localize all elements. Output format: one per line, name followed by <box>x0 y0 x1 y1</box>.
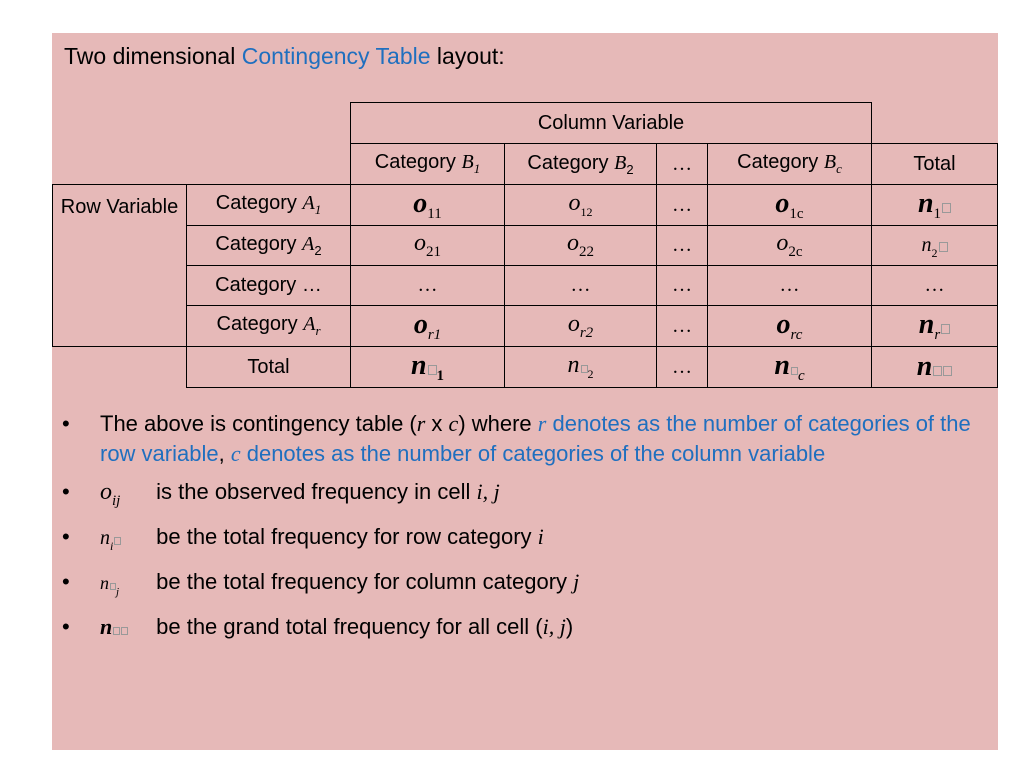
table-row <box>53 103 998 144</box>
header-dots: … <box>657 144 708 185</box>
bullet-dot-icon: • <box>62 614 70 640</box>
bullet-item: • The above is contingency table (r x c) where r denotes as the number of categories of the row variable, c denotes as the number of categories of the column variable <box>62 411 971 466</box>
column-variable-header: Column Variable <box>351 103 872 144</box>
bullet-dot-icon: • <box>62 411 70 436</box>
contingency-table <box>52 102 998 388</box>
row-variable-label: Row Variable <box>53 185 187 347</box>
table-row: Category … … … … … … <box>53 266 998 306</box>
row-label: Category … <box>187 266 351 306</box>
header-category-bc: Category $B_c$ <box>708 144 872 185</box>
bullet-item: • $n_i$ be the total frequency for row category i <box>62 523 544 553</box>
row-label: Category $A_1$ <box>187 185 351 226</box>
table-row <box>53 144 998 185</box>
bullet-item: • n be the grand total frequency for all cell (i, j) <box>52 612 998 642</box>
bullet-item: • n $_j$ be the total frequency for column category j <box>62 568 580 598</box>
table-row: Category $A_2$ $o_{21}$ $o_{22}$ … $o_{2c}$ $n_2$ <box>53 226 998 266</box>
bullet-list <box>52 409 998 648</box>
table-row: Total n $_1$ n $_2$ … n $_c$ n <box>53 347 998 388</box>
header-category-b1: Category $B_1$ <box>351 144 505 185</box>
row-label: Category $A_2$ <box>187 226 351 266</box>
bullet-item: • $o_{ij}$ is the observed frequency in cell i, j <box>62 479 500 509</box>
slide-title: Two dimensional Contingency Table layout: <box>64 43 505 69</box>
row-label: Category $A_r$ <box>187 306 351 347</box>
header-total: Total <box>872 144 998 185</box>
slide <box>52 33 998 750</box>
total-row-label: Total <box>187 347 351 388</box>
bullet-dot-icon: • <box>62 568 70 594</box>
bullet-dot-icon: • <box>62 523 70 549</box>
bullet-dot-icon: • <box>62 479 70 504</box>
table-row: Row Variable Category $A_1$ $o_{11}$ $o_{12}$ … $o_{1c}$ $n_1$ <box>53 185 998 226</box>
table-row: Category $A_r$ $o_{r1}$ $o_{r2}$ … $o_{rc}$ $n_r$ <box>53 306 998 347</box>
header-category-b2: Category $B_2$ <box>505 144 657 185</box>
